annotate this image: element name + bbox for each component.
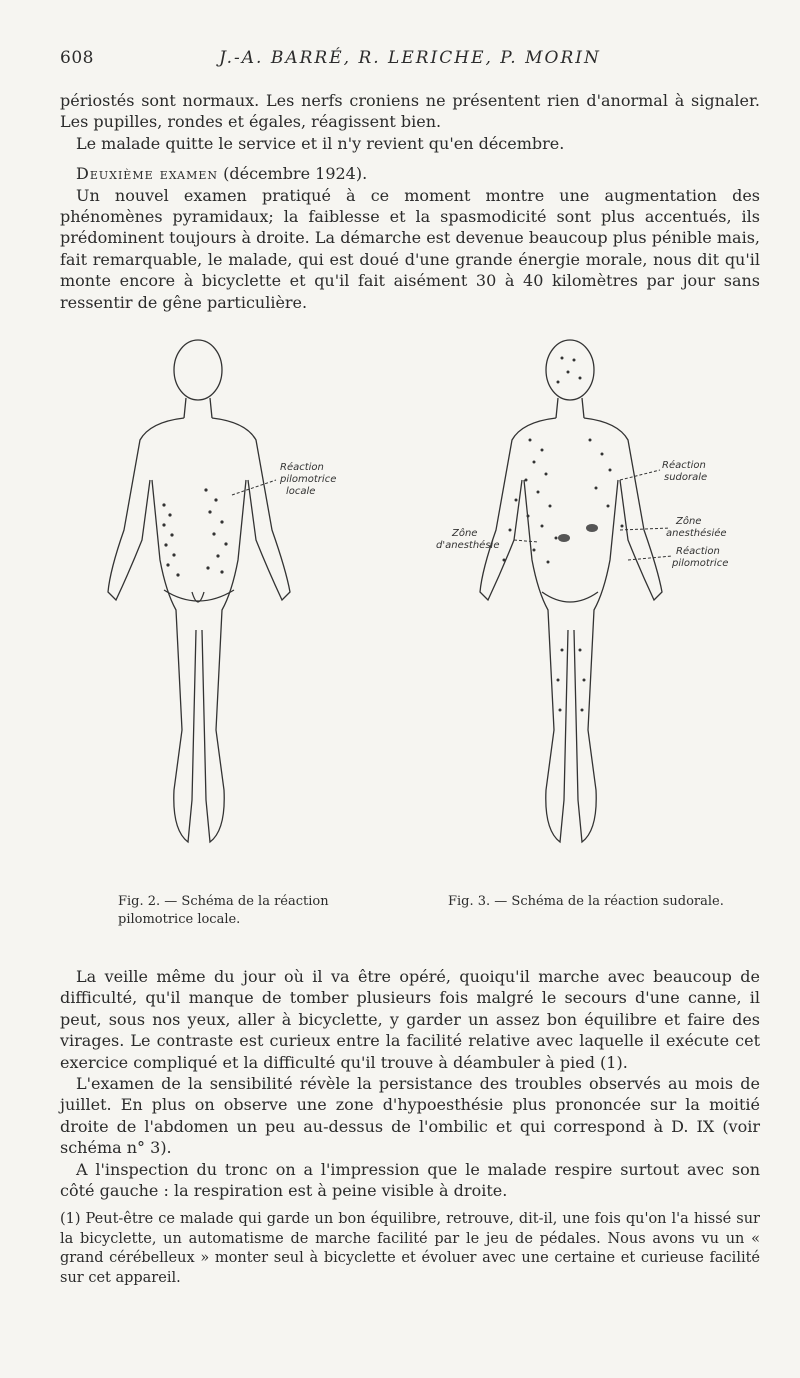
text-block-bottom [60, 966, 760, 1201]
paragraph: périostés sont normaux. Les nerfs croniens ne présentent rien d'anormal à signaler. Les pupilles, rondes et égales, réagissent bien. [60, 91, 760, 132]
figure-3-label-zone-right: Zône [676, 516, 702, 527]
paragraph: Un nouvel examen pratiqué à ce moment montre une augmentation des phénomènes pyramidaux; la faiblesse et la spasmodicité sont plus accentués, ils prédominent toujours à droite. La démarche est devenue beaucoup plus pénible mais, fait remarquable, le malade, qui est doué d'une grande énergie morale, nous dit qu'il monte encore à bicyclette et qu'il fait aisément 30 à 40 kilomètres par jour sans ressentir de gêne particulière. [60, 185, 760, 312]
figure-2-label-pilomotrice: pilomotrice [280, 474, 337, 485]
section-heading-date: (décembre 1924). [218, 164, 368, 184]
running-head: J.-A. BARRÉ, R. LERICHE, P. MORIN [219, 48, 601, 68]
footnote: (1) Peut-être ce malade qui garde un bon équilibre, retrouve, dit-il, une fois qu'on l'a hissé sur la bicyclette, un automatisme de marche facilité par le jeu de pédales. Nous avons vu un « grand cérébelleux » monter seul à bicyclette et évoluer avec une certaine et curieuse facilité sur cet appareil. [60, 1211, 760, 1286]
figure-3-label-anesthesie-left: d'anesthésie [436, 540, 500, 551]
figure-2-label-reaction: Réaction [280, 462, 324, 473]
page-header [60, 48, 760, 72]
paragraph: L'examen de la sensibilité révèle la persistance des troubles observés au mois de juillet. En plus on observe une zone d'hypoesthésie plus prononcée sur la moitié droite de l'abdomen un peu au-dessus de l'ombilic et qui correspond à D. IX (voir schéma n° 3). [60, 1074, 760, 1158]
figure-3 [430, 330, 730, 870]
figure-3-label-pilomotrice: pilomotrice [672, 558, 729, 569]
figure-2 [80, 330, 370, 870]
figure-3-label-reaction-1: Réaction [662, 460, 706, 471]
figure-3-body-outline [430, 330, 730, 870]
figure-2-caption: Fig. 2. — Schéma de la réaction pilomotrice locale. [118, 894, 329, 927]
figure-3-label-sudorale: sudorale [664, 472, 708, 483]
figure-3-caption: Fig. 3. — Schéma de la réaction sudorale. [448, 894, 724, 909]
figure-3-label-zone-left: Zône [452, 528, 478, 539]
paragraph: Le malade quitte le service et il n'y revient qu'en décembre. [76, 133, 565, 153]
section-heading: Deuxième examen [76, 164, 219, 184]
text-block-top [60, 90, 760, 313]
figure-3-label-anesthesiee-right: anesthésiée [666, 528, 727, 539]
sudoral-dots [503, 357, 624, 712]
figure-3-label-reaction-2: Réaction [676, 546, 720, 557]
paragraph: A l'inspection du tronc on a l'impression que le malade respire surtout avec son côté gauche : la respiration est à peine visible à droite. [60, 1159, 760, 1201]
figure-2-body-outline [80, 330, 370, 870]
page-number: 608 [60, 48, 94, 68]
section-heading-line [60, 163, 760, 184]
paragraph: La veille même du jour où il va être opéré, quoiqu'il marche avec beaucoup de difficulté, qu'il manque de tomber plusieurs fois malgré le secours d'une canne, il peut, sous nos yeux, aller à bicyclette, y garder un assez bon équilibre et faire des virages. Le contraste est curieux entre la facilité relative avec laquelle il exécute cet exercice compliqué et la difficulté qu'il trouve à déambuler à pied (1). [60, 967, 760, 1072]
pilomotor-dots [162, 488, 227, 576]
figure-2-label-locale: locale [286, 486, 316, 497]
